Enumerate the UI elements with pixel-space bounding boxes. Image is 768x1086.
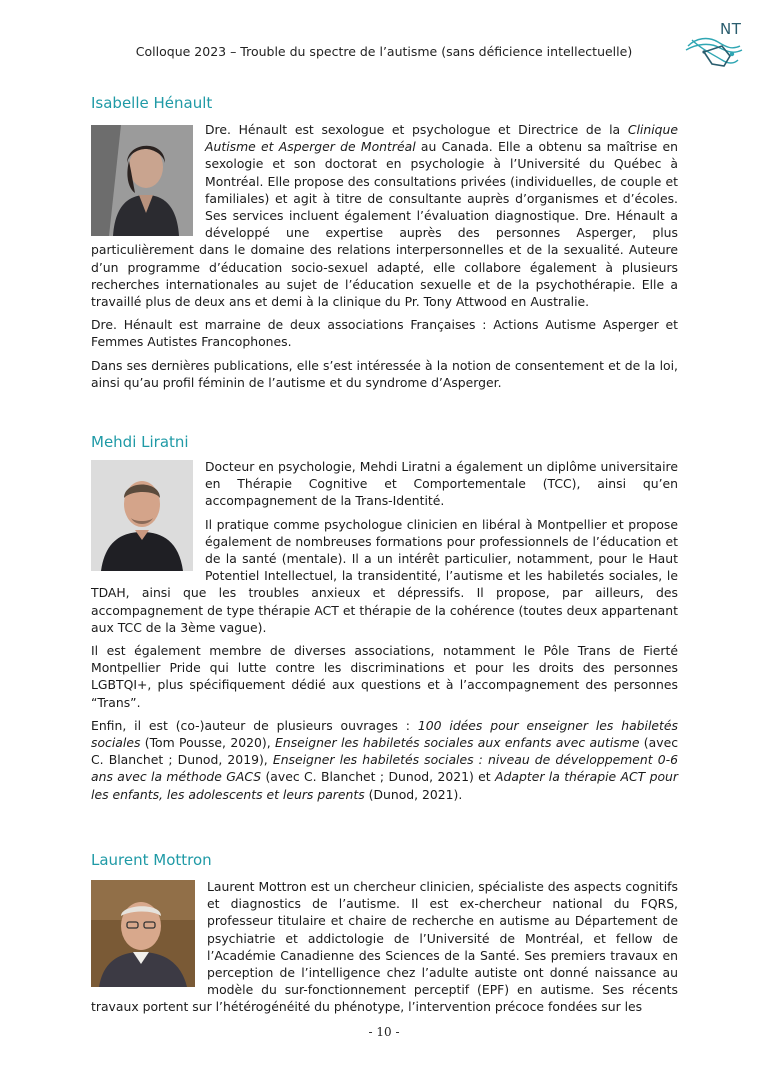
text-run: (Dunod, 2021). bbox=[364, 786, 463, 802]
text-run: Il est également membre de diverses associations, notamment le Pôle Trans de Fierté Montpellier Pride qui lutte contre les discriminations et pour les droits des personnes LGBTQI+, plus spécifiquement dédié aux questions et à l’accompagnement des personnes “Trans”. bbox=[91, 643, 678, 710]
nt-logo-icon bbox=[682, 20, 754, 72]
text-run: Dre. Hénault est marraine de deux associations Françaises : Actions Autisme Asperger et Femmes Autistes Francophones. bbox=[91, 317, 678, 350]
text-run: Il pratique comme psychologue clinicien en libéral à Montpellier et propose également de nombreuses formations pour professionnels de l’éducation et de la santé (mentale). Il a un intérêt particulier, notamment, pour le Haut Potentiel Intellectuel, la transidentité, l’autisme et les habiletés sociales, le TDAH, ainsi que les troubles anxieux et dépressifs. Il propose, par ailleurs, des accompagnement de type thérapie ACT et thérapie de la cohérence (toutes deux appartenant aux TCC de la 3ème vague). bbox=[91, 516, 678, 635]
running-header bbox=[0, 44, 768, 59]
logo-text: NT bbox=[720, 20, 742, 38]
speaker-section-mottron bbox=[91, 851, 678, 1022]
text-run: (avec C. Blanchet ; Dunod, 2019), bbox=[91, 735, 679, 768]
nt-logo bbox=[682, 20, 754, 72]
text-run: Dans ses dernières publications, elle s’est intéressée à la notion de consentement et de la loi, ainsi qu’au profil féminin de l’autisme et du syndrome d’Asperger. bbox=[91, 357, 678, 390]
speaker-section-henault bbox=[91, 94, 678, 397]
speaker-photo-henault bbox=[91, 125, 193, 236]
page-number: - 10 - bbox=[368, 1025, 400, 1039]
speaker-name: Laurent Mottron bbox=[91, 851, 212, 869]
bio-paragraph bbox=[91, 717, 678, 803]
text-run: (avec C. Blanchet ; Dunod, 2021) et bbox=[261, 769, 496, 785]
italic-title-text: Adapter la thérapie ACT pour les enfants, les adolescents et leurs parents bbox=[91, 769, 678, 802]
speaker-photo-mottron bbox=[91, 880, 195, 987]
speaker-photo-liratni bbox=[91, 460, 193, 571]
italic-title-text: Enseigner les habiletés sociales aux enfants avec autisme bbox=[275, 735, 640, 751]
header-title: Colloque 2023 – Trouble du spectre de l’autisme (sans déficience intellectuelle) bbox=[135, 44, 633, 59]
italic-title-text: Clinique Autisme et Asperger de Montréal bbox=[205, 122, 678, 155]
speaker-name: Isabelle Hénault bbox=[91, 94, 213, 112]
text-run: Docteur en psychologie, Mehdi Liratni a également un diplôme universitaire en Thérapie Cognitive et Comportementale (TCC), ainsi qu’en accompagnement de la Trans-Identité. bbox=[205, 459, 678, 509]
text-run: Enfin, il est (co-)auteur de plusieurs ouvrages : bbox=[91, 717, 418, 733]
speaker-name: Mehdi Liratni bbox=[91, 433, 189, 451]
bio-paragraph bbox=[91, 316, 678, 350]
italic-title-text: Enseigner les habiletés sociales : niveau de développement 0-6 ans avec la méthode GACS bbox=[91, 752, 678, 785]
text-run: (Tom Pousse, 2020), bbox=[140, 735, 276, 751]
text-run: Dre. Hénault est sexologue et psychologue et Directrice de la bbox=[205, 122, 628, 137]
italic-title-text: 100 idées pour enseigner les habiletés sociales bbox=[91, 717, 678, 751]
text-run: Laurent Mottron est un chercheur clinicien, spécialiste des aspects cognitifs et diagnostics de l’autisme. Il est ex-chercheur national du FQRS, professeur titulaire et chaire de recherche en autisme au Département de psychiatrie et addictologie de l’Université de Montréal, et fellow de l’Académie Canadienne des Sciences de la Santé. Ses premiers travaux en perception de l’intelligence chez l’adulte autiste ont donné naissance au modèle du sur-fonctionnement perceptif (EPF) en autisme. Ses récents travaux portent sur l’hétérogénéité du phénotype, l’intervention précoce fondées sur les bbox=[91, 879, 678, 1015]
text-run: au Canada. Elle a obtenu sa maîtrise en sexologie et son doctorat en psychologie à l’Université du Québec à Montréal. Elle propose des consultations privées (individuelles, de couple et familiales) et agit à titre de consultante auprès d’organismes et d’écoles. Ses services incluent également l’évaluation diagnostique. Dre. Hénault a développé une expertise auprès des personnes Asperger, plus particulièrement dans le domaine des relations interpersonnelles et de la sexualité. Auteure d’un programme d’éducation socio-sexuel adapté, elle collabore également à plusieurs recherches internationales au sujet de l’éducation sexuelle et de la psychothérapie. Elle a travaillé plus de deux ans et demi à la clinique du Pr. Tony Attwood en Australie. bbox=[91, 139, 678, 310]
bio-paragraph bbox=[91, 642, 678, 711]
speaker-section-liratni bbox=[91, 433, 678, 809]
bio-paragraph bbox=[91, 357, 678, 391]
